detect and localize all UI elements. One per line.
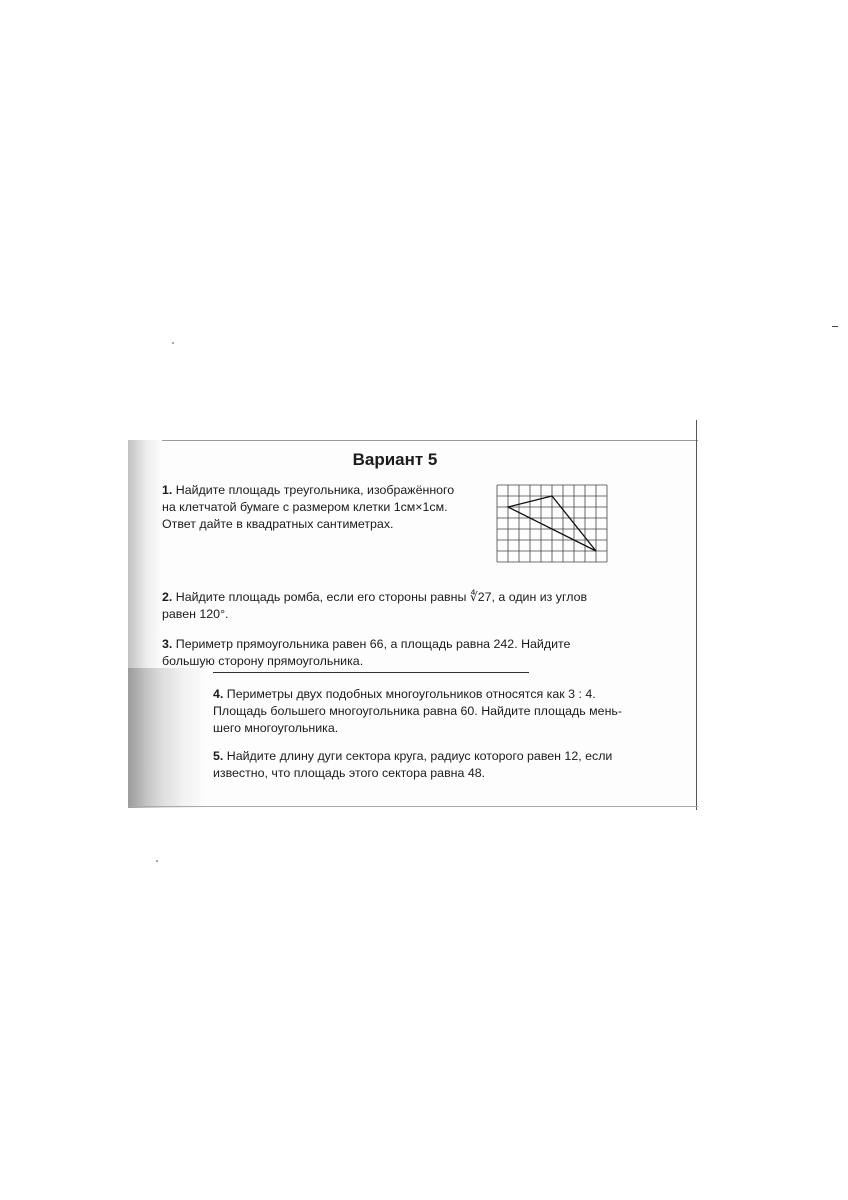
task-text-line: Периметр прямоугольника равен 66, а площадь равна 242. Найдите	[175, 637, 571, 651]
sheet-top-edge	[162, 440, 698, 441]
task-text-line: шего многоугольника.	[213, 721, 339, 735]
scan-speck	[172, 342, 174, 344]
task-number: 1.	[162, 483, 173, 497]
task-text-line: известно, что площадь этого сектора равна 48.	[213, 766, 486, 780]
scan-mark	[832, 326, 838, 327]
task-text-line: Найдите длину дуги сектора круга, радиус которого равен 12, если	[226, 749, 613, 763]
cut-line	[213, 672, 529, 673]
task-3	[162, 636, 662, 670]
task-number: 4.	[213, 687, 224, 701]
task-number: 2.	[162, 590, 173, 604]
scan-speck	[156, 860, 158, 862]
sheet-right-edge	[696, 420, 697, 810]
task-number: 5.	[213, 749, 224, 763]
sheet-bottom-edge	[128, 806, 698, 807]
task-text-line: Ответ дайте в квадратных сантиметрах.	[162, 517, 394, 531]
scan-shadow-lower	[128, 668, 208, 808]
task-text-line: Площадь большего многоугольника равна 60. Найдите площадь мень-	[213, 704, 622, 718]
checkered-grid	[496, 484, 608, 570]
task-number: 3.	[162, 637, 173, 651]
grid-figure	[496, 484, 608, 575]
task-4	[213, 686, 673, 737]
task-1	[162, 482, 492, 533]
task-2	[162, 589, 662, 623]
variant-title: Вариант 5	[352, 450, 438, 469]
task-text-line: большую сторону прямоугольника.	[162, 654, 364, 668]
task-text-line: Найдите площадь ромба, если его стороны равны ∜27, а один из углов	[175, 590, 588, 604]
task-5	[213, 748, 673, 782]
task-text-line: Периметры двух подобных многоугольников относятся как 3 : 4.	[226, 687, 596, 701]
task-text-line: на клетчатой бумаге с размером клетки 1см×1см.	[162, 500, 448, 514]
task-text-line: равен 120°.	[162, 607, 229, 621]
task-text-line: Найдите площадь треугольника, изображённого	[175, 483, 455, 497]
